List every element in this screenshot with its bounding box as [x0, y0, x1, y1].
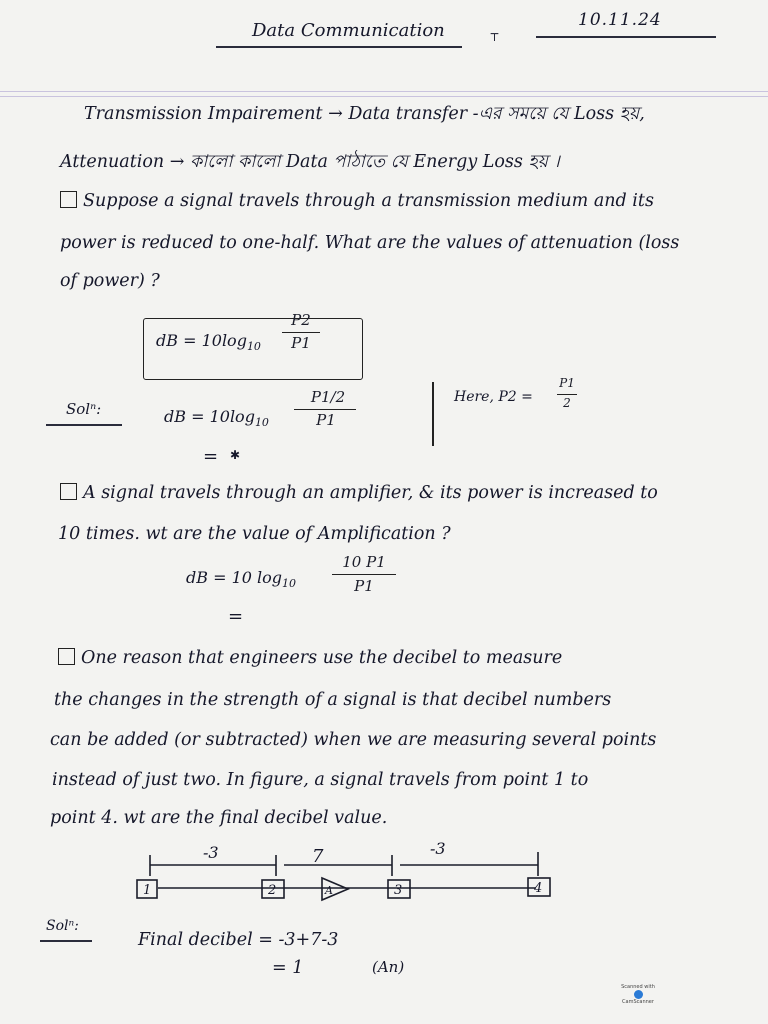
- formula-3-equals: =: [228, 606, 244, 627]
- here-numerator: P1: [559, 376, 575, 390]
- formula-1: dB = $10\log_{10}$: [156, 331, 261, 354]
- impairment-line: Transmission Impairement → Data transfer -এর সময়ে যে Loss হয়,: [84, 104, 645, 124]
- point-3-label: 3: [394, 883, 403, 898]
- solution-label-2: Solⁿ:: [46, 918, 79, 934]
- amplifier-triangle: [322, 878, 348, 900]
- title-underline: [216, 46, 462, 48]
- formula-2-numerator: P1/2: [310, 388, 346, 406]
- here-denominator: 2: [563, 396, 571, 410]
- camscanner-logo-icon: [634, 990, 643, 999]
- formula-1-numerator: P2: [291, 311, 311, 329]
- segment-2-label: 7: [312, 846, 324, 867]
- pin-mark: ⸆: [490, 30, 499, 51]
- point-1-box: [137, 880, 157, 898]
- formula-2: dB = $10\log_{10}$: [164, 407, 269, 430]
- scanner-watermark: Scanned with CamScanner: [621, 984, 655, 1005]
- result-placeholder-mark: ✱: [230, 448, 241, 462]
- amplifier-label: A: [325, 884, 333, 897]
- attenuation-line: Attenuation → কালো কালো Data পাঠাতে যে Energy Loss হয় ।: [60, 152, 560, 172]
- final-decibel-line: Final decibel = -3+7-3: [138, 930, 339, 950]
- margin-line-2: [0, 96, 768, 97]
- formula-3-bar: [332, 574, 396, 575]
- point-2-label: 2: [268, 883, 277, 898]
- formula-2-denominator: P1: [316, 411, 336, 429]
- final-result: = 1: [272, 958, 304, 978]
- point-1-label: 1: [143, 883, 152, 898]
- question-2-line-1: A signal travels through an amplifier, & its power is increased to: [60, 483, 658, 503]
- question-3-line-5: point 4. wt are the final decibel value.: [50, 808, 388, 828]
- question-box-icon: [60, 483, 77, 500]
- solution-label-1-underline: [46, 424, 122, 426]
- here-note: Here, P2 =: [454, 389, 533, 405]
- date: 10.11.24: [578, 10, 662, 30]
- question-1-line-1: Suppose a signal travels through a transmission medium and its: [60, 191, 654, 211]
- question-1-line-2: power is reduced to one-half. What are the values of attenuation (loss: [60, 233, 680, 253]
- question-3-line-1: One reason that engineers use the decibel to measure: [58, 648, 562, 668]
- formula-2-equals: =: [203, 446, 219, 467]
- question-3-line-3: can be added (or subtracted) when we are measuring several points: [50, 730, 657, 750]
- divider-line: [432, 382, 434, 446]
- point-3-box: [388, 880, 410, 898]
- point-2-box: [262, 880, 284, 898]
- segment-3-label: -3: [430, 839, 446, 858]
- formula-3-denominator: P1: [354, 577, 374, 595]
- question-2-line-2: 10 times. wt are the value of Amplification ?: [58, 524, 451, 544]
- question-3-line-4: instead of just two. In figure, a signal travels from point 1 to: [52, 770, 589, 790]
- margin-line-1: [0, 91, 768, 92]
- point-4-label: 4: [534, 881, 543, 896]
- date-underline: [536, 36, 716, 38]
- question-box-icon: [60, 191, 77, 208]
- question-box-icon: [58, 648, 75, 665]
- solution-label-1: Solⁿ:: [66, 400, 102, 418]
- solution-label-2-underline: [40, 940, 92, 942]
- formula-1-denominator: P1: [291, 334, 311, 352]
- segment-1-label: -3: [203, 843, 219, 862]
- question-1-line-3: of power) ?: [60, 271, 160, 291]
- formula-3-numerator: 10 P1: [342, 553, 386, 571]
- point-4-box: [528, 878, 550, 896]
- question-3-line-2: the changes in the strength of a signal is that decibel numbers: [54, 690, 612, 710]
- final-answer-mark: (An): [372, 958, 405, 976]
- page-title: Data Communication: [252, 20, 445, 41]
- formula-3: dB = 10 $\log_{10}$: [186, 568, 297, 591]
